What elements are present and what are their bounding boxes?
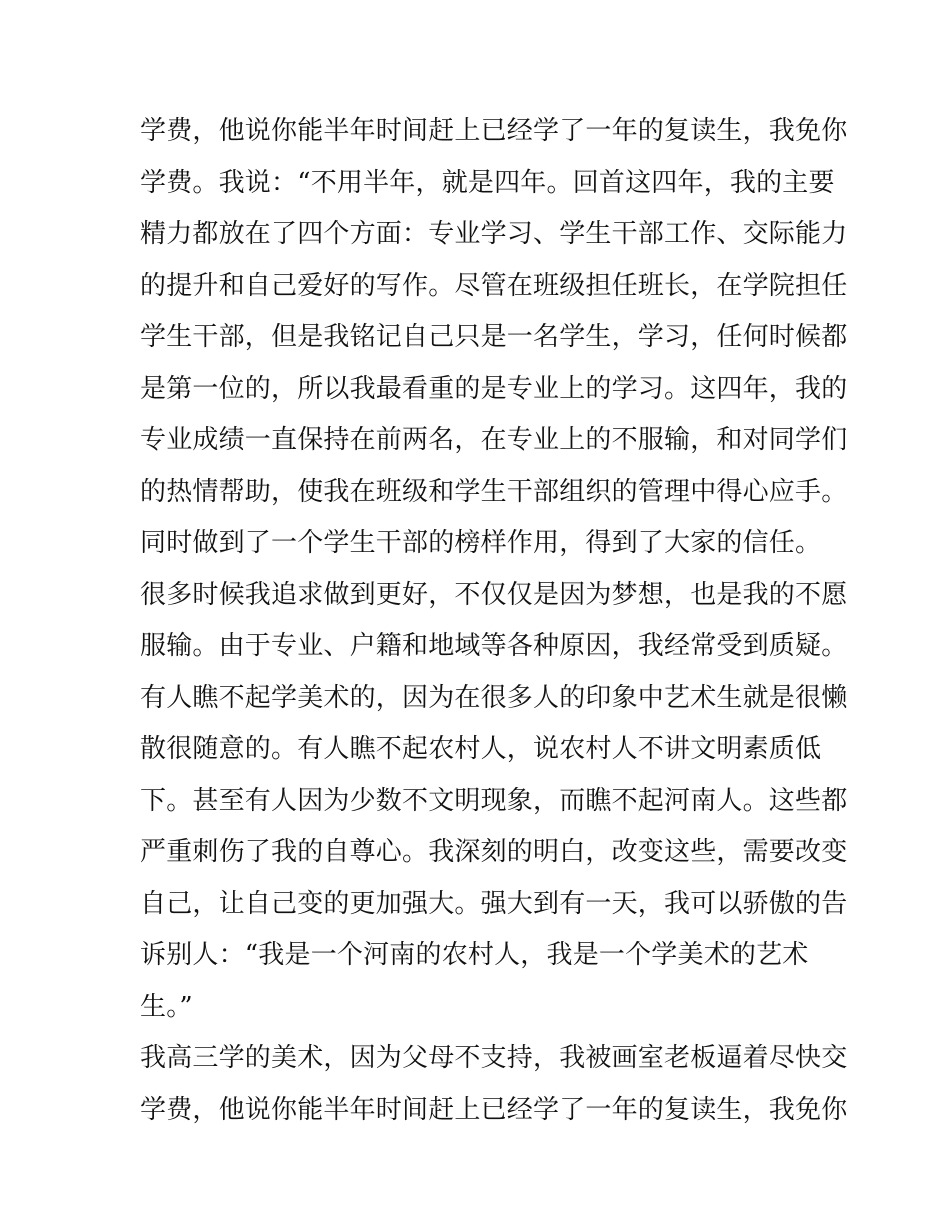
text-line: 我高三学的美术，因为父母不支持，我被画室老板逼着尽快交 [140, 1043, 848, 1073]
text-line: 学费，他说你能半年时间赶上已经学了一年的复读生，我免你 [140, 1094, 848, 1125]
text-line: 严重刺伤了我的自尊心。我深刻的明白，改变这些，需要改变 [140, 837, 848, 867]
body-text [140, 106, 848, 1136]
text-line: 很多时候我追求做到更好，不仅仅是因为梦想，也是我的不愿 [140, 579, 848, 610]
text-line: 诉别人：“我是一个河南的农村人，我是一个学美术的艺术 [140, 940, 809, 970]
text-line: 是第一位的，所以我最看重的是专业上的学习。这四年，我的 [140, 373, 848, 404]
text-line: 散很随意的。有人瞧不起农村人，说农村人不讲文明素质低 [140, 734, 822, 764]
text-line: 精力都放在了四个方面：专业学习、学生干部工作、交际能力 [140, 219, 848, 249]
text-line: 的提升和自己爱好的写作。尽管在班级担任班长，在学院担任 [140, 270, 848, 301]
text-line: 的热情帮助，使我在班级和学生干部组织的管理中得心应手。 [140, 476, 848, 507]
text-line: 下。甚至有人因为少数不文明现象，而瞧不起河南人。这些都 [140, 785, 848, 816]
text-line: 同时做到了一个学生干部的榜样作用，得到了大家的信任。 [140, 528, 822, 558]
text-line: 学费，他说你能半年时间赶上已经学了一年的复读生，我免你 [140, 116, 848, 146]
text-line: 专业成绩一直保持在前两名，在专业上的不服输，和对同学们 [140, 425, 848, 455]
text-line: 学费。我说：“不用半年，就是四年。回首这四年，我的主要 [140, 167, 835, 198]
text-line: 有人瞧不起学美术的，因为在很多人的印象中艺术生就是很懒 [140, 682, 848, 713]
text-line: 自己，让自己变的更加强大。强大到有一天，我可以骄傲的告 [140, 888, 848, 919]
text-line: 生。” [140, 991, 193, 1022]
text-line: 服输。由于专业、户籍和地域等各种原因，我经常受到质疑。 [140, 631, 848, 661]
text-line: 学生干部，但是我铭记自己只是一名学生，学习，任何时候都 [140, 322, 848, 352]
